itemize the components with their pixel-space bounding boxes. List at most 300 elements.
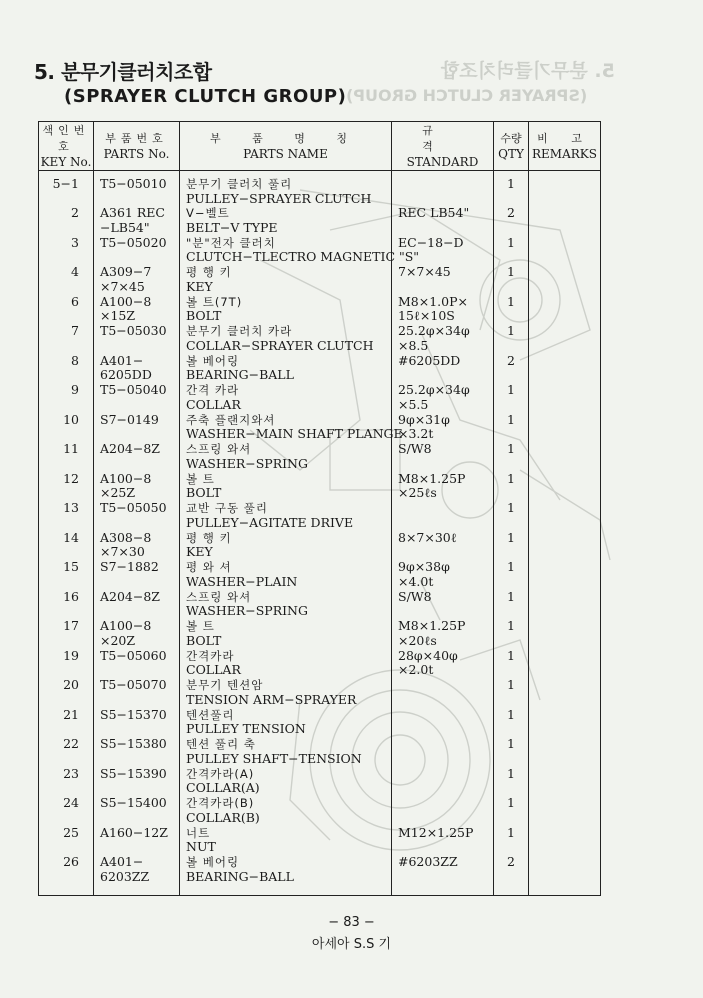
remarks-cell: [529, 619, 601, 649]
key-no-cell: [39, 383, 94, 413]
qty-cell: [494, 619, 529, 649]
cell-text: BEARING−BALL: [186, 367, 294, 382]
standard-cell: [392, 413, 494, 443]
cell-text: 분무기 클러치 풀리: [186, 177, 293, 191]
cell-text: 15ℓ×10S: [398, 308, 455, 323]
ghost-title-english: (SPRAYER CLUTCH GROUP): [345, 86, 587, 105]
key-no-cell: [39, 767, 94, 797]
remarks-cell: [529, 295, 601, 325]
remarks-cell: [529, 708, 601, 738]
cell-text: 23: [63, 765, 79, 781]
table-row: [39, 531, 601, 561]
cell-text: 스프링 와셔: [186, 589, 252, 604]
cell-text: 19: [63, 647, 79, 663]
cell-text: 6205DD: [100, 367, 152, 382]
cell-text: 26: [63, 854, 79, 869]
table-row: [39, 767, 601, 797]
parts-no-cell: [94, 737, 180, 767]
cell-text: 평 행 키: [186, 530, 232, 545]
cell-text: PULLEY TENSION: [186, 721, 306, 736]
qty-cell: [494, 560, 529, 590]
qty-cell: [494, 383, 529, 413]
key-no-cell: [39, 855, 94, 896]
parts-name-cell: [180, 826, 392, 856]
table-row: [39, 678, 601, 708]
qty-cell: [494, 855, 529, 896]
standard-cell: [392, 501, 494, 531]
cell-text: 9φ×38φ: [398, 559, 450, 574]
standard-cell: [392, 295, 494, 325]
cell-text: 5−1: [52, 176, 79, 191]
header-remarks: 비 고 REMARKS: [529, 122, 601, 171]
cell-text: 1: [507, 529, 515, 545]
table-row: [39, 236, 601, 266]
cell-text: T5−05050: [100, 500, 167, 515]
cell-text: 28φ×40φ: [398, 647, 458, 663]
cell-text: T5−05010: [100, 176, 167, 191]
key-no-cell: [39, 354, 94, 384]
parts-no-cell: [94, 354, 180, 384]
key-no-cell: [39, 501, 94, 531]
qty-cell: [494, 236, 529, 266]
standard-cell: [392, 472, 494, 502]
cell-text: 10: [63, 411, 79, 427]
cell-text: BOLT: [186, 308, 222, 323]
remarks-cell: [529, 206, 601, 236]
cell-text: BEARING−BALL: [186, 868, 294, 884]
cell-text: 1: [507, 706, 515, 722]
parts-no-cell: [94, 501, 180, 531]
parts-name-cell: [180, 501, 392, 531]
cell-text: ×7×30: [100, 544, 145, 559]
cell-text: KEY: [186, 278, 213, 294]
remarks-cell: [529, 236, 601, 266]
cell-text: 14: [63, 529, 79, 545]
standard-cell: [392, 590, 494, 620]
cell-text: 1: [507, 470, 515, 486]
remarks-cell: [529, 324, 601, 354]
cell-text: S5−15380: [100, 736, 167, 751]
standard-cell: [392, 649, 494, 679]
cell-text: 볼 트(7T): [186, 294, 243, 309]
remarks-cell: [529, 531, 601, 561]
table-row: [39, 826, 601, 856]
cell-text: A100−8: [100, 618, 152, 633]
parts-no-cell: [94, 796, 180, 826]
remarks-cell: [529, 442, 601, 472]
standard-cell: [392, 855, 494, 896]
parts-name-cell: [180, 383, 392, 413]
cell-text: ×5.5: [398, 396, 429, 412]
key-no-cell: [39, 796, 94, 826]
cell-text: 간격 카라: [186, 383, 240, 397]
qty-cell: [494, 442, 529, 472]
cell-text: S5−15370: [100, 706, 167, 722]
cell-text: PULLEY−SPRAYER CLUTCH: [186, 190, 372, 206]
cell-text: 6203ZZ: [100, 868, 150, 884]
table-row: [39, 619, 601, 649]
cell-text: 1: [507, 736, 515, 751]
standard-cell: [392, 708, 494, 738]
cell-text: 1: [507, 293, 515, 309]
cell-text: 2: [507, 854, 515, 869]
parts-no-cell: [94, 383, 180, 413]
parts-no-cell: [94, 560, 180, 590]
key-no-cell: [39, 590, 94, 620]
parts-name-cell: [180, 324, 392, 354]
cell-text: M8×1.25P: [398, 470, 466, 486]
parts-name-cell: [180, 472, 392, 502]
cell-text: EC−18−D: [398, 234, 464, 250]
cell-text: 1: [507, 677, 515, 692]
remarks-cell: [529, 796, 601, 826]
table-row: [39, 560, 601, 590]
cell-text: A401−: [100, 854, 144, 869]
table-row: [39, 855, 601, 896]
cell-text: "분"전자 클러치: [186, 235, 276, 250]
cell-text: 1: [507, 824, 515, 840]
standard-cell: [392, 826, 494, 856]
key-no-cell: [39, 826, 94, 856]
cell-text: 1: [507, 588, 515, 604]
key-no-cell: [39, 295, 94, 325]
table-row: [39, 442, 601, 472]
parts-name-cell: [180, 708, 392, 738]
remarks-cell: [529, 501, 601, 531]
parts-name-cell: [180, 649, 392, 679]
company-name: 아세아 S.S 기: [311, 937, 392, 952]
table-row: [39, 383, 601, 413]
key-no-cell: [39, 708, 94, 738]
cell-text: M8×1.25P: [398, 618, 466, 633]
standard-cell: [392, 767, 494, 797]
cell-text: 1: [507, 176, 515, 191]
standard-cell: [392, 206, 494, 236]
table-row: [39, 295, 601, 325]
cell-text: 7×7×45: [398, 264, 451, 279]
cell-text: 24: [63, 795, 79, 810]
standard-cell: [392, 560, 494, 590]
qty-cell: [494, 531, 529, 561]
table-row: [39, 737, 601, 767]
cell-text: 15: [63, 559, 79, 574]
cell-text: S5−15390: [100, 765, 167, 781]
table-row: [39, 265, 601, 295]
parts-no-cell: [94, 826, 180, 856]
remarks-cell: [529, 649, 601, 679]
parts-no-cell: [94, 236, 180, 266]
cell-text: 13: [63, 500, 79, 515]
cell-text: A309−7: [100, 264, 152, 279]
key-no-cell: [39, 560, 94, 590]
table-row: [39, 171, 601, 207]
cell-text: 1: [507, 647, 515, 663]
cell-text: A401−: [100, 352, 144, 368]
cell-text: BOLT: [186, 632, 222, 648]
qty-cell: [494, 171, 529, 207]
qty-cell: [494, 649, 529, 679]
header-parts-no: 부품번호 PARTS No.: [94, 122, 180, 171]
key-no-cell: [39, 442, 94, 472]
parts-name-cell: [180, 531, 392, 561]
parts-name-cell: [180, 737, 392, 767]
cell-text: 1: [507, 559, 515, 574]
cell-text: T5−05030: [100, 323, 167, 338]
cell-text: 1: [507, 323, 515, 338]
standard-cell: [392, 796, 494, 826]
standard-cell: [392, 531, 494, 561]
cell-text: T5−05020: [100, 234, 167, 250]
parts-name-cell: [180, 235, 420, 266]
parts-no-cell: [94, 295, 180, 325]
cell-text: NUT: [186, 839, 216, 854]
cell-text: 1: [507, 765, 515, 781]
cell-text: 1: [507, 382, 515, 397]
parts-no-cell: [94, 531, 180, 561]
remarks-cell: [529, 826, 601, 856]
cell-text: T5−05070: [100, 677, 167, 692]
parts-table: [38, 121, 601, 896]
table-row: [39, 206, 601, 236]
cell-text: 텐션 풀리 축: [186, 737, 256, 751]
parts-name-cell: [180, 767, 392, 797]
key-no-cell: [39, 236, 94, 266]
qty-cell: [494, 295, 529, 325]
cell-text: 3: [71, 234, 79, 250]
cell-text: ×4.0t: [398, 573, 434, 589]
cell-text: 1: [507, 500, 515, 515]
cell-text: 주축 플랜지와셔: [186, 412, 276, 427]
cell-text: TENSION ARM−SPRAYER: [186, 691, 357, 707]
qty-cell: [494, 206, 529, 236]
cell-text: WASHER−PLAIN: [186, 573, 298, 589]
cell-text: #6203ZZ: [398, 854, 458, 869]
cell-text: 9: [71, 382, 79, 397]
parts-no-cell: [94, 442, 180, 472]
remarks-cell: [529, 265, 601, 295]
cell-text: 교반 구동 풀리: [186, 501, 268, 515]
cell-text: 분무기 클러치 카라: [186, 324, 293, 338]
parts-no-cell: [94, 649, 180, 679]
cell-text: T5−05060: [100, 647, 167, 663]
key-no-cell: [39, 531, 94, 561]
parts-name-cell: [180, 171, 392, 207]
cell-text: 간격카라: [186, 648, 235, 663]
cell-text: 20: [63, 677, 79, 692]
cell-text: 볼 트: [186, 619, 215, 633]
table-row: [39, 413, 601, 443]
qty-cell: [494, 324, 529, 354]
qty-cell: [494, 590, 529, 620]
parts-name-cell: [180, 619, 392, 649]
qty-cell: [494, 708, 529, 738]
remarks-cell: [529, 855, 601, 896]
cell-text: −LB54": [100, 219, 150, 235]
standard-cell: [392, 678, 494, 708]
parts-name-cell: [180, 590, 392, 620]
cell-text: 4: [71, 264, 79, 279]
cell-text: 간격카라(B): [186, 796, 255, 810]
parts-no-cell: [94, 708, 180, 738]
qty-cell: [494, 737, 529, 767]
cell-text: COLLAR(B): [186, 809, 260, 825]
cell-text: BELT−V TYPE: [186, 219, 278, 235]
cell-text: A361 REC: [100, 205, 165, 220]
qty-cell: [494, 678, 529, 708]
cell-text: 9φ×31φ: [398, 411, 450, 427]
cell-text: 너트: [186, 825, 211, 840]
parts-no-cell: [94, 324, 180, 354]
header-qty: 수량 QTY: [494, 122, 529, 171]
table-row: [39, 501, 601, 531]
parts-name-cell: [180, 796, 392, 826]
cell-text: KEY: [186, 544, 213, 559]
table-row: [39, 590, 601, 620]
cell-text: REC LB54": [398, 205, 470, 220]
cell-text: #6205DD: [398, 352, 461, 368]
qty-cell: [494, 472, 529, 502]
cell-text: 분무기 텐션암: [186, 678, 264, 692]
key-no-cell: [39, 649, 94, 679]
parts-name-cell: [180, 265, 392, 295]
cell-text: COLLAR: [186, 662, 241, 677]
cell-text: S/W8: [398, 441, 432, 456]
cell-text: A160−12Z: [100, 824, 168, 840]
cell-text: ×7×45: [100, 278, 145, 294]
key-no-cell: [39, 171, 94, 207]
qty-cell: [494, 796, 529, 826]
key-no-cell: [39, 678, 94, 708]
cell-text: 21: [63, 706, 79, 722]
table-row: [39, 649, 601, 679]
ghost-title-korean: 5. 분무기클러치조합: [441, 60, 615, 82]
table-row: [39, 354, 601, 384]
parts-no-cell: [94, 855, 180, 896]
remarks-cell: [529, 413, 601, 443]
cell-text: 25: [63, 824, 79, 840]
cell-text: 8: [71, 352, 79, 368]
remarks-cell: [529, 171, 601, 207]
standard-cell: [392, 324, 494, 354]
standard-cell: [392, 442, 494, 472]
remarks-cell: [529, 767, 601, 797]
cell-text: A100−8: [100, 470, 152, 486]
remarks-cell: [529, 560, 601, 590]
cell-text: 1: [507, 441, 515, 456]
cell-text: 7: [71, 323, 79, 338]
key-no-cell: [39, 619, 94, 649]
key-no-cell: [39, 206, 94, 236]
standard-cell: [392, 737, 494, 767]
cell-text: 2: [71, 205, 79, 220]
cell-text: 1: [507, 264, 515, 279]
cell-text: 텐션풀리: [186, 707, 235, 722]
parts-no-cell: [94, 206, 180, 236]
page-number: − 83 −: [328, 915, 375, 930]
key-no-cell: [39, 413, 94, 443]
standard-cell: [392, 354, 494, 384]
cell-text: S5−15400: [100, 795, 167, 810]
remarks-cell: [529, 590, 601, 620]
cell-text: 11: [63, 441, 79, 456]
cell-text: WASHER−SPRING: [186, 455, 308, 471]
parts-name-cell: [180, 855, 392, 896]
parts-no-cell: [94, 619, 180, 649]
cell-text: PULLEY SHAFT−TENSION: [186, 750, 362, 766]
parts-no-cell: [94, 472, 180, 502]
cell-text: ×8.5: [398, 337, 429, 353]
remarks-cell: [529, 678, 601, 708]
parts-name-cell: [180, 354, 392, 384]
cell-text: 17: [63, 618, 79, 633]
cell-text: 1: [507, 234, 515, 250]
cell-text: ×20ℓs: [398, 632, 437, 648]
header-standard: 규 격 STANDARD: [392, 122, 494, 171]
standard-cell: [392, 383, 494, 413]
cell-text: 1: [507, 795, 515, 810]
table-row: [39, 472, 601, 502]
cell-text: V−벨트: [186, 206, 230, 220]
cell-text: ×25ℓs: [398, 485, 437, 500]
cell-text: A100−8: [100, 293, 152, 309]
qty-cell: [494, 501, 529, 531]
qty-cell: [494, 354, 529, 384]
parts-name-cell: [180, 412, 403, 443]
header-key-no: 색인번호 KEY No.: [39, 122, 94, 171]
table-row: [39, 324, 601, 354]
remarks-cell: [529, 383, 601, 413]
cell-text: ×25Z: [100, 485, 136, 500]
table-header-row: [39, 122, 601, 171]
cell-text: 2: [507, 205, 515, 220]
cell-text: COLLAR(A): [186, 780, 260, 795]
cell-text: M8×1.0P×: [398, 293, 468, 309]
key-no-cell: [39, 737, 94, 767]
standard-cell: [392, 171, 494, 207]
remarks-cell: [529, 472, 601, 502]
cell-text: ×15Z: [100, 308, 136, 323]
cell-text: A204−8Z: [100, 588, 160, 604]
cell-text: BOLT: [186, 485, 222, 500]
parts-name-cell: [180, 295, 392, 325]
key-no-cell: [39, 324, 94, 354]
key-no-cell: [39, 472, 94, 502]
parts-name-cell: [180, 560, 392, 590]
cell-text: A308−8: [100, 529, 152, 545]
parts-no-cell: [94, 413, 180, 443]
cell-text: 22: [63, 736, 79, 751]
parts-no-cell: [94, 265, 180, 295]
parts-name-cell: [180, 442, 392, 472]
qty-cell: [494, 265, 529, 295]
cell-text: WASHER−MAIN SHAFT PLANGE: [186, 426, 403, 441]
parts-no-cell: [94, 171, 180, 207]
cell-text: 16: [63, 588, 79, 604]
cell-text: 25.2φ×34φ: [398, 382, 470, 397]
cell-text: ×3.2t: [398, 426, 434, 441]
cell-text: 볼 베어링: [186, 353, 240, 368]
cell-text: 볼 베어링: [186, 855, 240, 869]
cell-text: COLLAR: [186, 396, 241, 412]
remarks-cell: [529, 354, 601, 384]
key-no-cell: [39, 265, 94, 295]
parts-no-cell: [94, 678, 180, 708]
remarks-cell: [529, 737, 601, 767]
page-title-english: (SPRAYER CLUTCH GROUP): [64, 86, 347, 107]
cell-text: COLLAR−SPRAYER CLUTCH: [186, 337, 374, 353]
cell-text: 평 행 키: [186, 265, 232, 279]
cell-text: CLUTCH−TLECTRO MAGNETIC "S": [186, 249, 420, 264]
